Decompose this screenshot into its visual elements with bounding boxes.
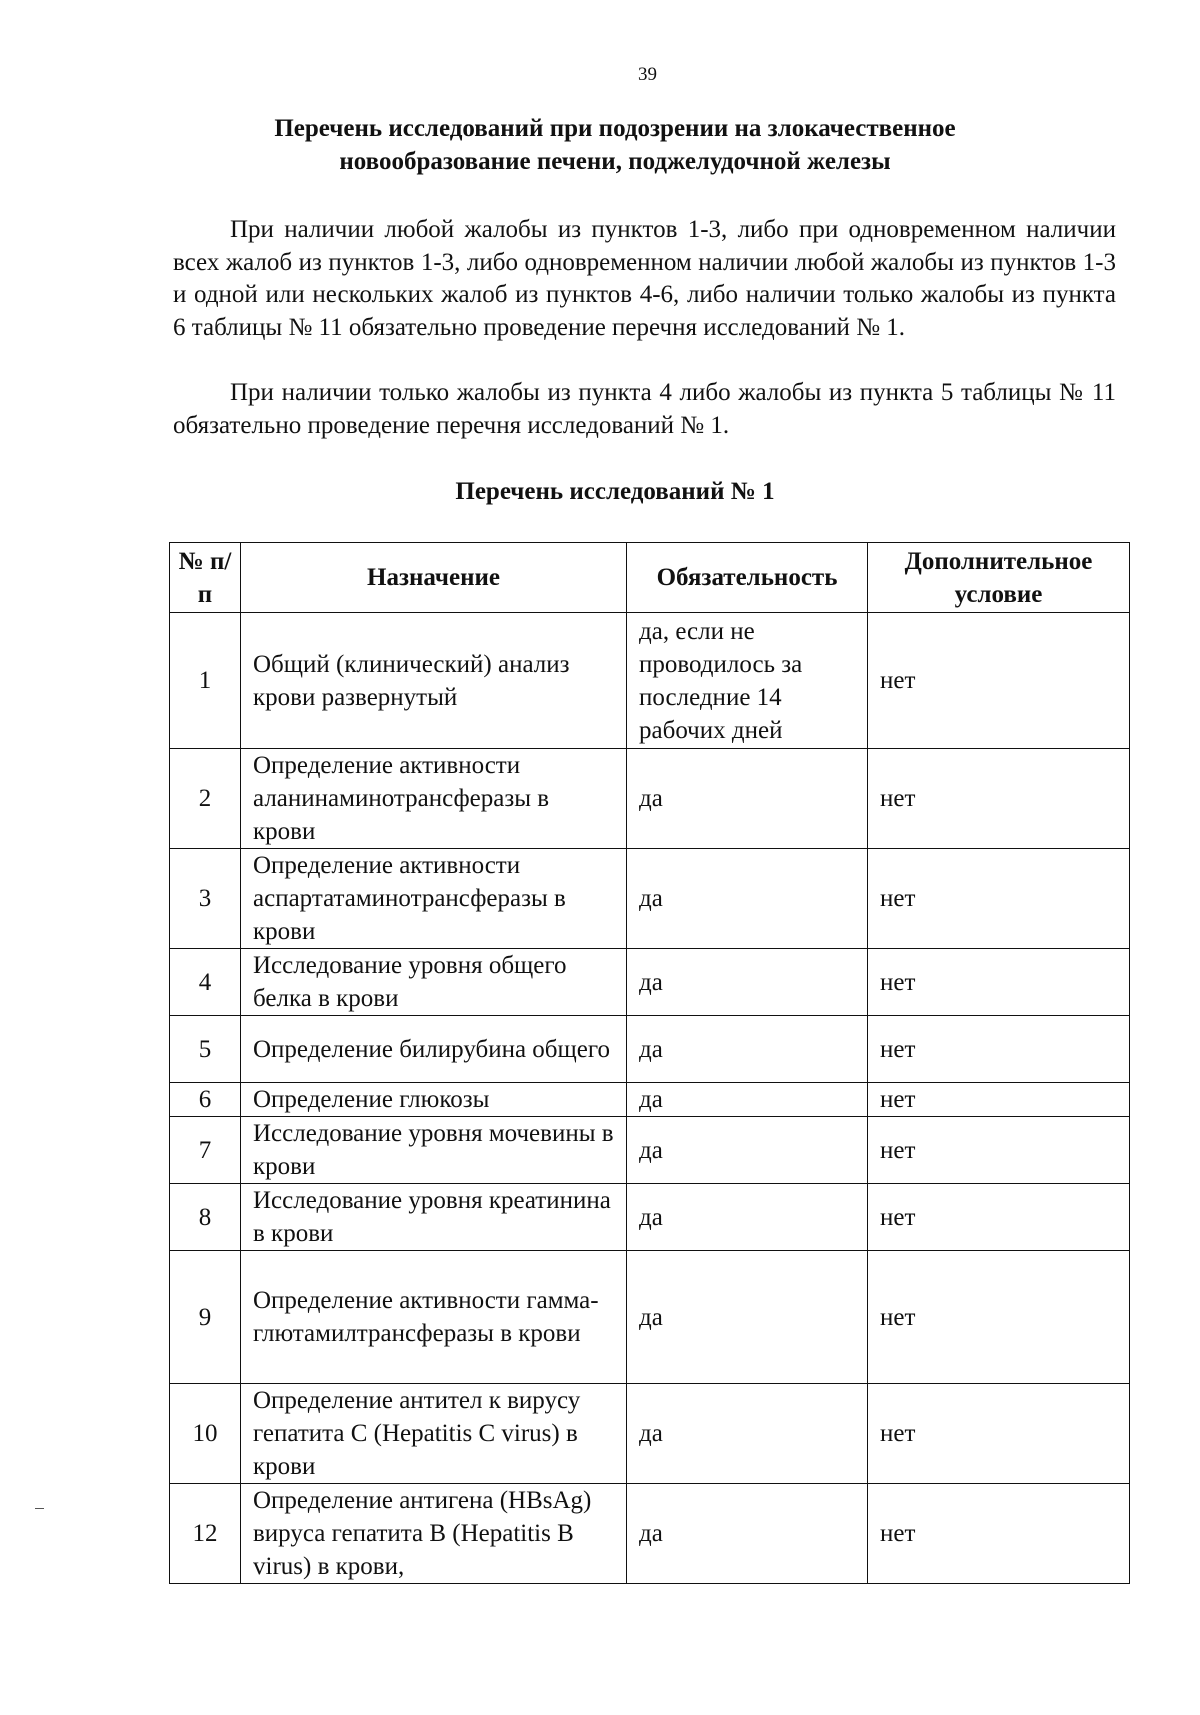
exam-table <box>169 542 1130 1584</box>
intro-paragraph-1: При наличии любой жалобы из пунктов 1-3, либо при одновременном наличии всех жалоб из пунктов 1-3, либо одновременном наличии любой жалобы из пунктов 1-3 и одной или нескольких жалоб из пунктов 4-6, либо наличии только жалобы из пункта 6 таблицы № 11 обязательно проведение перечня исследований № 1. <box>173 216 1116 341</box>
row-number: 10 <box>170 1384 241 1484</box>
page-number: 39 <box>638 64 657 85</box>
row-required: да <box>627 949 868 1016</box>
row-number: 9 <box>170 1251 241 1384</box>
row-number: 12 <box>170 1484 241 1584</box>
row-number: 7 <box>170 1117 241 1184</box>
row-number: 6 <box>170 1083 241 1117</box>
row-name: Определение глюкозы <box>241 1083 627 1117</box>
row-name: Определение активности гамма-глютамилтрансферазы в крови <box>241 1251 627 1384</box>
row-name: Исследование уровня мочевины в крови <box>241 1117 627 1184</box>
row-name: Определение антител к вирусу гепатита C (Hepatitis C virus) в крови <box>241 1384 627 1484</box>
table-row <box>170 949 1130 1016</box>
document-title-line-1: Перечень исследований при подозрении на злокачественное <box>274 115 956 142</box>
table-row <box>170 1016 1130 1083</box>
row-condition: нет <box>868 1484 1130 1584</box>
row-condition: нет <box>868 1184 1130 1251</box>
row-required: да, если не проводилось за последние 14 рабочих дней <box>627 613 868 749</box>
row-condition: нет <box>868 1016 1130 1083</box>
row-condition: нет <box>868 849 1130 949</box>
row-required: да <box>627 1384 868 1484</box>
row-condition: нет <box>868 613 1130 749</box>
table-row <box>170 1484 1130 1584</box>
row-required: да <box>627 1016 868 1083</box>
table-row <box>170 1384 1130 1484</box>
row-number: 4 <box>170 949 241 1016</box>
table-row <box>170 1083 1130 1117</box>
row-name: Исследование уровня общего белка в крови <box>241 949 627 1016</box>
row-number: 8 <box>170 1184 241 1251</box>
row-condition: нет <box>868 949 1130 1016</box>
row-condition: нет <box>868 1117 1130 1184</box>
table-row <box>170 613 1130 749</box>
row-required: да <box>627 1117 868 1184</box>
row-number: 3 <box>170 849 241 949</box>
header-required: Обязательность <box>627 543 868 613</box>
row-name: Общий (клинический) анализ крови развернутый <box>241 613 627 749</box>
intro-paragraph-2: При наличии только жалобы из пункта 4 либо жалобы из пункта 5 таблицы № 11 обязательно проведение перечня исследований № 1. <box>173 379 1116 439</box>
document-title <box>0 112 1200 178</box>
row-required: да <box>627 749 868 849</box>
header-condition: Дополнительное условие <box>868 543 1130 613</box>
table-row <box>170 1184 1130 1251</box>
table-row <box>170 849 1130 949</box>
table-row <box>170 1251 1130 1384</box>
table-row <box>170 1117 1130 1184</box>
row-condition: нет <box>868 1384 1130 1484</box>
row-name: Исследование уровня креатинина в крови <box>241 1184 627 1251</box>
row-required: да <box>627 1184 868 1251</box>
row-condition: нет <box>868 749 1130 849</box>
row-number: 1 <box>170 613 241 749</box>
header-name: Назначение <box>241 543 627 613</box>
row-name: Определение активности аспартатаминотрансферазы в крови <box>241 849 627 949</box>
header-number: № п/п <box>170 543 241 613</box>
row-condition: нет <box>868 1251 1130 1384</box>
row-number: 5 <box>170 1016 241 1083</box>
document-title-line-2: новообразование печени, поджелудочной железы <box>339 148 891 175</box>
row-name: Определение активности аланинаминотрансферазы в крови <box>241 749 627 849</box>
row-name: Определение билирубина общего <box>241 1016 627 1083</box>
margin-mark <box>35 1508 44 1509</box>
row-required: да <box>627 849 868 949</box>
row-required: да <box>627 1251 868 1384</box>
row-required: да <box>627 1484 868 1584</box>
row-condition: нет <box>868 1083 1130 1117</box>
row-name: Определение антигена (HBsAg) вируса гепатита B (Hepatitis B virus) в крови, <box>241 1484 627 1584</box>
table-row <box>170 749 1130 849</box>
exam-list-title: Перечень исследований № 1 <box>455 478 775 505</box>
row-number: 2 <box>170 749 241 849</box>
row-required: да <box>627 1083 868 1117</box>
table-header-row <box>170 543 1130 613</box>
